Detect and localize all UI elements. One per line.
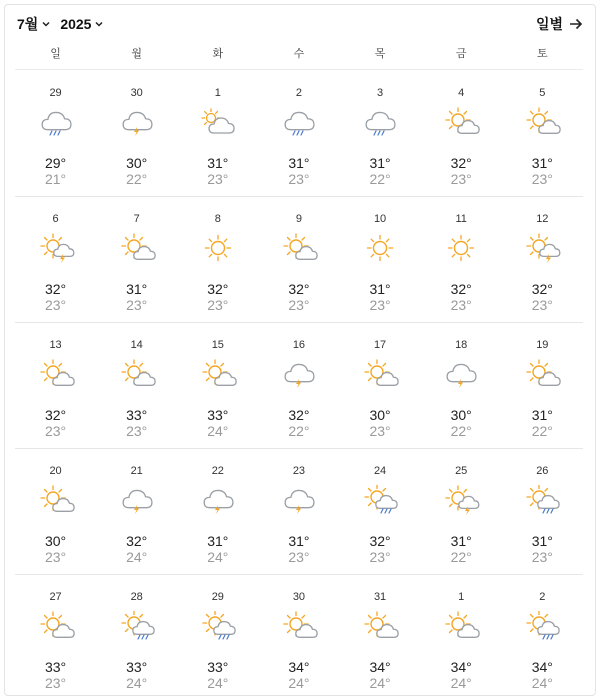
- high-temp: 34°: [450, 659, 472, 675]
- high-temp: 31°: [288, 155, 310, 171]
- high-temp: 32°: [288, 281, 310, 297]
- divider: [15, 69, 583, 70]
- high-temp: 33°: [207, 407, 229, 423]
- day-cell[interactable]: [258, 323, 339, 448]
- low-temp: 23°: [369, 297, 391, 313]
- low-temp: 24°: [207, 675, 229, 691]
- low-temp: 22°: [369, 171, 391, 187]
- low-temp: 23°: [369, 549, 391, 565]
- day-date: 29: [49, 87, 62, 99]
- low-temp: 24°: [531, 675, 553, 691]
- arrow-right-icon[interactable]: [569, 18, 583, 30]
- sun-rain-icon: [361, 485, 399, 515]
- thunder-cloud-icon: [280, 359, 318, 389]
- day-date: 28: [130, 591, 143, 603]
- day-cell[interactable]: [177, 323, 258, 448]
- high-temp: 32°: [531, 281, 553, 297]
- low-temp: 22°: [450, 423, 472, 439]
- low-temp: 24°: [207, 423, 229, 439]
- week-row: [15, 449, 583, 575]
- high-temp: 34°: [288, 659, 310, 675]
- day-cell[interactable]: [258, 449, 339, 574]
- high-temp: 32°: [44, 407, 67, 423]
- high-temp: 33°: [126, 407, 148, 423]
- day-date: 25: [455, 465, 468, 477]
- day-cell[interactable]: [502, 449, 583, 574]
- sun-rain-icon: [523, 611, 561, 641]
- day-cell[interactable]: [340, 197, 421, 322]
- low-temp: 23°: [288, 297, 310, 313]
- day-cell[interactable]: [96, 71, 177, 196]
- day-date: 21: [130, 465, 143, 477]
- high-temp: 34°: [531, 659, 553, 675]
- high-temp: 30°: [369, 407, 391, 423]
- day-date: 2: [295, 87, 302, 99]
- day-cell[interactable]: [177, 449, 258, 574]
- day-cell[interactable]: [421, 575, 502, 700]
- day-date: 31: [373, 591, 387, 603]
- high-temp: 32°: [44, 281, 67, 297]
- high-temp: 31°: [288, 533, 310, 549]
- weekday-header-row: [15, 45, 583, 65]
- sun-cloud-icon: [280, 233, 318, 263]
- day-cell[interactable]: [177, 197, 258, 322]
- rain-cloud-icon: [37, 107, 75, 137]
- sun-cloud-icon: [442, 611, 480, 641]
- day-cell[interactable]: [15, 323, 96, 448]
- day-date: 17: [373, 339, 387, 351]
- high-temp: 31°: [207, 533, 229, 549]
- low-temp: 22°: [450, 549, 472, 565]
- chevron-down-icon[interactable]: [41, 19, 51, 29]
- low-temp: 23°: [44, 297, 67, 313]
- weekday-tue: 화: [212, 48, 224, 60]
- thunder-cloud-icon: [442, 359, 480, 389]
- day-cell[interactable]: [96, 575, 177, 700]
- day-cell[interactable]: [340, 71, 421, 196]
- sun-thunder-icon: [523, 233, 561, 263]
- day-date: 12: [536, 213, 549, 225]
- low-temp: 23°: [207, 171, 229, 187]
- low-temp: 24°: [126, 549, 148, 565]
- day-cell[interactable]: [177, 575, 258, 700]
- weekday-thu: 목: [374, 48, 386, 60]
- day-cell[interactable]: [421, 197, 502, 322]
- low-temp: 23°: [450, 297, 472, 313]
- day-cell[interactable]: [177, 71, 258, 196]
- sun-cloud-icon: [199, 359, 237, 389]
- sun-thunder-icon: [37, 233, 75, 263]
- weekday-fri: 금: [455, 48, 467, 60]
- day-date: 14: [130, 339, 143, 351]
- day-date: 6: [52, 213, 59, 225]
- day-date: 10: [373, 213, 387, 225]
- high-temp: 31°: [369, 155, 391, 171]
- high-temp: 34°: [369, 659, 391, 675]
- day-date: 5: [539, 87, 546, 99]
- high-temp: 30°: [126, 155, 148, 171]
- sun-icon: [361, 233, 399, 263]
- high-temp: 33°: [126, 659, 148, 675]
- day-cell[interactable]: [502, 323, 583, 448]
- high-temp: 31°: [531, 533, 553, 549]
- thunder-cloud-icon: [280, 485, 318, 515]
- weekday-sat: 토: [536, 48, 548, 60]
- day-date: 19: [536, 339, 549, 351]
- sun-rain-icon: [523, 485, 561, 515]
- weekday-mon: 월: [131, 48, 142, 60]
- day-cell[interactable]: [258, 71, 339, 196]
- day-cell[interactable]: [340, 323, 421, 448]
- day-date: 23: [292, 465, 306, 477]
- high-temp: 31°: [369, 281, 391, 297]
- rain-cloud-icon: [361, 107, 399, 137]
- low-temp: 24°: [369, 675, 391, 691]
- sun-rain-icon: [199, 611, 237, 641]
- low-temp: 23°: [44, 549, 67, 565]
- high-temp: 32°: [450, 281, 472, 297]
- day-date: 8: [214, 213, 221, 225]
- day-date: 20: [49, 465, 62, 477]
- sun-cloud-icon: [361, 611, 399, 641]
- high-temp: 31°: [126, 281, 148, 297]
- low-temp: 23°: [44, 423, 67, 439]
- daily-view-label[interactable]: 일별: [535, 16, 563, 32]
- day-date: 1: [214, 87, 221, 99]
- high-temp: 32°: [126, 533, 148, 549]
- high-temp: 32°: [369, 533, 391, 549]
- high-temp: 31°: [450, 533, 472, 549]
- low-temp: 23°: [531, 549, 553, 565]
- sun-cloud-icon: [37, 485, 75, 515]
- week-row: [15, 197, 583, 323]
- calendar-panel: [4, 4, 596, 696]
- day-cell[interactable]: [15, 575, 96, 700]
- low-temp: 23°: [44, 675, 67, 691]
- high-temp: 31°: [531, 407, 553, 423]
- day-date: 2: [539, 591, 546, 603]
- day-date: 27: [49, 591, 62, 603]
- day-date: 24: [373, 465, 387, 477]
- sun-cloud-icon: [118, 233, 156, 263]
- week-row: [15, 71, 583, 197]
- low-temp: 22°: [531, 423, 553, 439]
- rain-cloud-icon: [280, 107, 318, 137]
- low-temp: 23°: [531, 297, 553, 313]
- low-temp: 23°: [369, 423, 391, 439]
- low-temp: 22°: [288, 423, 310, 439]
- sun-cloud-icon: [118, 359, 156, 389]
- year-label[interactable]: 2025: [60, 16, 92, 32]
- day-date: 11: [455, 213, 467, 225]
- low-temp: 23°: [207, 297, 229, 313]
- sun-cloud-icon: [361, 359, 399, 389]
- thunder-cloud-icon: [118, 107, 156, 137]
- low-temp: 24°: [126, 675, 148, 691]
- day-cell[interactable]: [15, 449, 96, 574]
- high-temp: 30°: [450, 407, 472, 423]
- chevron-down-icon[interactable]: [94, 19, 104, 29]
- day-date: 22: [211, 465, 224, 477]
- sun-cloud-icon: [442, 107, 480, 137]
- high-temp: 31°: [207, 155, 229, 171]
- calendar-grid: [15, 71, 583, 700]
- day-cell[interactable]: [502, 197, 583, 322]
- day-date: 3: [377, 87, 384, 99]
- sun-cloud-icon: [523, 107, 561, 137]
- day-date: 18: [455, 339, 468, 351]
- day-date: 16: [292, 339, 306, 351]
- sun-icon: [442, 233, 480, 263]
- day-date: 30: [130, 87, 143, 99]
- low-temp: 23°: [531, 171, 553, 187]
- low-temp: 23°: [450, 171, 472, 187]
- day-cell[interactable]: [96, 323, 177, 448]
- day-date: 7: [133, 213, 140, 225]
- low-temp: 24°: [207, 549, 229, 565]
- week-row: [15, 575, 583, 700]
- high-temp: 31°: [531, 155, 553, 171]
- sun-icon: [199, 233, 237, 263]
- high-temp: 32°: [450, 155, 472, 171]
- low-temp: 21°: [44, 171, 67, 187]
- day-cell[interactable]: [502, 575, 583, 700]
- day-date: 30: [292, 591, 306, 603]
- calendar-header: [5, 5, 595, 39]
- low-temp: 24°: [450, 675, 472, 691]
- daily-view-button[interactable]: [536, 14, 583, 34]
- high-temp: 33°: [207, 659, 229, 675]
- day-cell[interactable]: [421, 71, 502, 196]
- day-cell[interactable]: [15, 71, 96, 196]
- thunder-cloud-icon: [118, 485, 156, 515]
- partly-cloudy-icon: [199, 107, 237, 137]
- high-temp: 32°: [288, 407, 310, 423]
- day-cell[interactable]: [258, 197, 339, 322]
- weekday-sun: 일: [50, 48, 61, 60]
- day-cell[interactable]: [340, 449, 421, 574]
- low-temp: 24°: [288, 675, 310, 691]
- high-temp: 33°: [44, 659, 67, 675]
- day-cell[interactable]: [258, 575, 339, 700]
- weekday-wed: 수: [293, 48, 305, 60]
- day-date: 26: [536, 465, 549, 477]
- day-cell[interactable]: [96, 449, 177, 574]
- day-date: 13: [49, 339, 62, 351]
- high-temp: 32°: [207, 281, 229, 297]
- sun-rain-icon: [118, 611, 156, 641]
- month-year-selector[interactable]: [17, 14, 104, 34]
- day-cell[interactable]: [421, 449, 502, 574]
- low-temp: 22°: [126, 171, 148, 187]
- sun-cloud-icon: [280, 611, 318, 641]
- week-row: [15, 323, 583, 449]
- day-date: 1: [458, 591, 465, 603]
- low-temp: 23°: [288, 549, 310, 565]
- day-cell[interactable]: [15, 197, 96, 322]
- day-date: 29: [211, 591, 224, 603]
- day-cell[interactable]: [96, 197, 177, 322]
- day-date: 15: [211, 339, 224, 351]
- day-cell[interactable]: [421, 323, 502, 448]
- sun-thunder-icon: [442, 485, 480, 515]
- sun-cloud-icon: [523, 359, 561, 389]
- low-temp: 23°: [288, 171, 310, 187]
- month-label[interactable]: 7월: [17, 16, 39, 32]
- low-temp: 23°: [126, 297, 148, 313]
- day-date: 9: [295, 213, 302, 225]
- sun-cloud-icon: [37, 611, 75, 641]
- day-cell[interactable]: [502, 71, 583, 196]
- sun-cloud-icon: [37, 359, 75, 389]
- high-temp: 29°: [44, 155, 67, 171]
- thunder-cloud-icon: [199, 485, 237, 515]
- low-temp: 23°: [126, 423, 148, 439]
- day-date: 4: [458, 87, 465, 99]
- day-cell[interactable]: [340, 575, 421, 700]
- high-temp: 30°: [44, 533, 67, 549]
